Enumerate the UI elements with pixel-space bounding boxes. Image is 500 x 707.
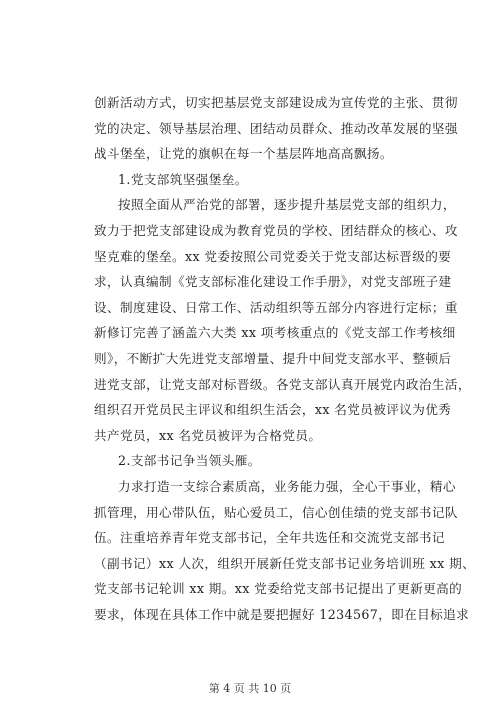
body-line-13: 组织召开党员民主评议和组织生活会，xx 名党员被评议为优秀 <box>94 402 452 418</box>
section-heading-2: 2.支部书记争当领头雁。 <box>118 453 261 469</box>
body-line-1: 创新活动方式，切实把基层党支部建设成为宣传党的主张、贯彻 <box>94 95 458 110</box>
body-line-17: 抓管理，用心带队伍，贴心爱员工，信心创佳绩的党支部书记队 <box>94 504 458 520</box>
body-line-10: 新修订完善了涵盖六大类 xx 项考核重点的《党支部工作考核细 <box>94 325 456 341</box>
body-line-14: 共产党员，xx 名党员被评为合格党员。 <box>94 427 322 443</box>
section-heading-1: 1.党支部筑坚强堡垒。 <box>118 171 248 187</box>
body-line-5: 按照全面从严治党的部署，逐步提升基层党支部的组织力， <box>118 197 456 213</box>
body-line-8: 求，认真编制《党支部标准化建设工作手册》，对党支部班子建 <box>94 274 452 290</box>
body-line-6: 致力于把党支部建设成为教育党员的学校、团结群众的核心、攻 <box>94 222 458 238</box>
body-line-12: 进党支部，让党支部对标晋级。各党支部认真开展党内政治生活， <box>94 376 471 392</box>
body-line-19: （副书记）xx 人次，组织开展新任党支部书记业务培训班 xx 期、 <box>94 555 476 571</box>
body-line-21: 要求，体现在具体工作中就是要把握好 1234567，即在目标追求 <box>94 606 470 622</box>
page-number-footer: 第 4 页 共 10 页 <box>208 682 292 695</box>
body-line-2: 党的决定、领导基层治理、团结动员群众、推动改革发展的坚强 <box>94 120 458 136</box>
body-line-9: 设、制度建设、日常工作、活动组织等五部分内容进行定标；重 <box>94 299 458 315</box>
body-line-11: 则》，不断扩大先进党支部增量、提升中间党支部水平、整顿后 <box>94 350 452 366</box>
body-line-20: 党支部书记轮训 xx 期。xx 党委给党支部书记提出了更新更高的 <box>94 581 463 597</box>
body-line-16: 力求打造一支综合素质高，业务能力强，全心干事业，精心 <box>118 478 456 494</box>
body-line-18: 伍。注重培养青年党支部书记，全年共选任和交流党支部书记 <box>94 530 445 546</box>
document-body <box>94 90 476 627</box>
body-line-3: 战斗堡垒，让党的旗帜在每一个基层阵地高高飘扬。 <box>94 146 393 162</box>
body-line-7: 坚克难的堡垒。xx 党委按照公司党委关于党支部达标晋级的要 <box>94 248 452 264</box>
